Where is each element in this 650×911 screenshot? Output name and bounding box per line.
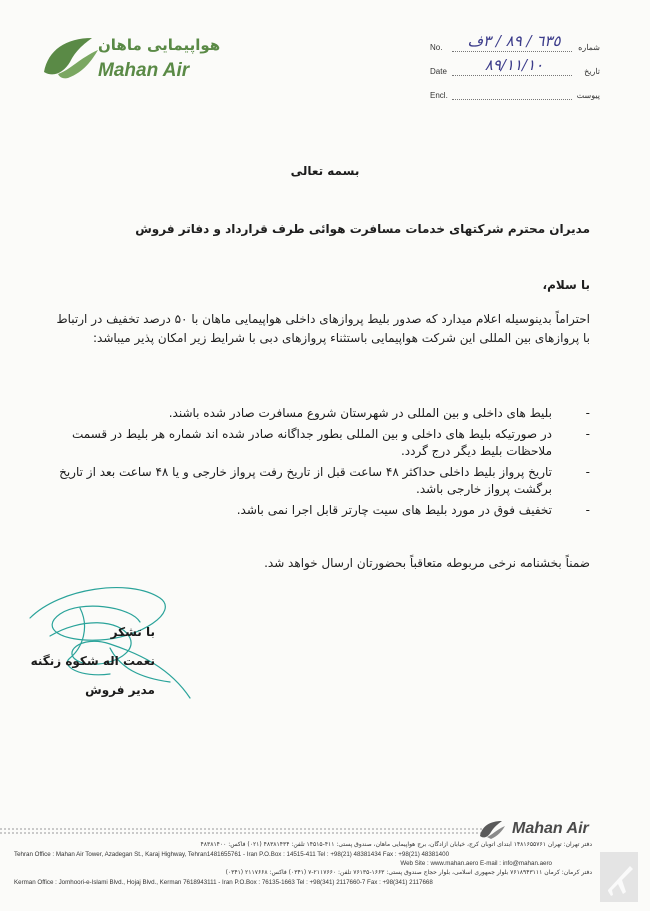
ref-encl-line [452,99,572,100]
ref-number-value: ٦٣٥ / ٨٩ / ٣ف [467,32,561,50]
footer-dotted-divider [0,826,490,836]
ref-number-row [430,32,600,54]
logo-text-en: Mahan Air [98,60,190,81]
footer-kerman-en: Kerman Office : Jomhoori-e-Islami Blvd., Hojaj Blvd., Kerman 7618943111 - Iran P.O.Box : 76135-1663 Tel : +98(341) 2117660-7 Fax : +98(341) 2117668 [14,879,433,886]
list-item [45,426,590,460]
list-item [45,405,590,422]
list-item [45,502,590,519]
footer-tehran-fa: دفتر تهران: تهران ۱۴۸۱۶۵۵۷۶۱ ابتدای اتوبان کرج، خیابان آزادگان، برج هواپیمایی ماهان، صندوق پستی: ۴۱۱-۱۴۵۱۵ تلفن: ۴۸۳۸۱۴۳۴ (۰۲۱) فاکس: ۴۸۳۸۱۴۰۰ [200,841,592,848]
list-item [45,464,590,498]
condition-text: در صورتیکه بلیط های داخلی و بین المللی بطور جداگانه صادر شده اند شماره هر بلیط در قسمت ملاحظات بلیط دیگر درج گردد. [72,427,552,458]
footer-web-email: Web Site : www.mahan.aero E-mail : info@mahan.aero [400,860,552,867]
letter-salutation: مدیران محترم شرکتهای خدمات مسافرت هوائی طرف قرارداد و دفاتر فروش [135,222,590,236]
letter-greeting: با سلام، [542,278,590,292]
ref-number-label-fa: شماره [578,43,600,52]
ref-encl-label-fa: پیوست [576,91,600,100]
ref-date-label-en: Date [430,67,447,76]
signer-name: نعمت اله شکوه زنگنه [30,654,155,668]
bullet-dash: - [585,406,590,420]
ref-date-value: ٨٩/١١/١٠ [484,56,544,74]
ref-date-label-fa: تاریخ [584,67,600,76]
footer-kerman-fa: دفتر کرمان: کرمان ۷۶۱۸۹۴۳۱۱۱ بلوار جمهوری اسلامی، بلوار حجاج صندوق پستی: ۱۶۶۳-۷۶۱۳۵ تلفن: ۲۱۱۷۶۶۰-۷ (۰۳۴۱) فاکس: ۲۱۱۷۶۶۸ (۰۳۴۱) [225,869,592,876]
condition-text: بلیط های داخلی و بین المللی در شهرستان شروع مسافرت صادر شده باشند. [168,406,552,420]
signer-title: مدیر فروش [85,683,155,697]
ref-encl-row [430,86,600,102]
ref-date-row [430,56,600,78]
letter-intro-paragraph: احتراماً بدینوسیله اعلام میدارد که صدور بلیط پروازهای داخلی هواپیمایی ماهان با ۵۰ درصد تخفیف در ارتباط با پروازهای بین المللی این شرکت هواپیمایی باستثناء پروازهای دبی با شرایط زیر امکان پذیر میباشد: [56,312,590,345]
bismillah-heading: بسمه تعالی [290,164,360,178]
conditions-list [45,405,590,523]
ref-number-label-en: No. [430,43,443,52]
logo-text-fa: هواپیمایی ماهان [98,36,221,54]
ref-number-line [452,51,572,52]
ref-encl-label-en: Encl. [430,91,448,100]
bullet-dash: - [585,427,590,441]
bullet-dash: - [585,503,590,517]
condition-text: تاریخ پرواز بلیط داخلی حداکثر ۴۸ ساعت قبل از تاریخ رفت پرواز خارجی و یا ۴۸ ساعت بعد از تاریخ برگشت پرواز خارجی باشد. [59,465,552,496]
signature-block [5,618,155,705]
footer-brand-name: Mahan Air [512,820,589,837]
ref-date-line [452,75,572,76]
footer-logo-icon [478,818,508,840]
condition-text: تخفیف فوق در مورد بلیط های سیت چارتر قابل اجرا نمی باشد. [236,503,552,517]
letter-closing: ضمناً بخشنامه نرخی مربوطه متعاقباً بحضورتان ارسال خواهد شد. [264,556,590,570]
thanks-text: با تشکر [110,625,155,639]
footer-tehran-en: Tehran Office : Mahan Air Tower, Azadegan St., Karaj Highway, Tehran1481655761 - Iran P.O.Box : 14515-411 Tel : +98(21) 48381434 Fax : +98(21) 48381400 [14,851,450,858]
bullet-dash: - [585,465,590,479]
airplane-icon [600,852,638,902]
